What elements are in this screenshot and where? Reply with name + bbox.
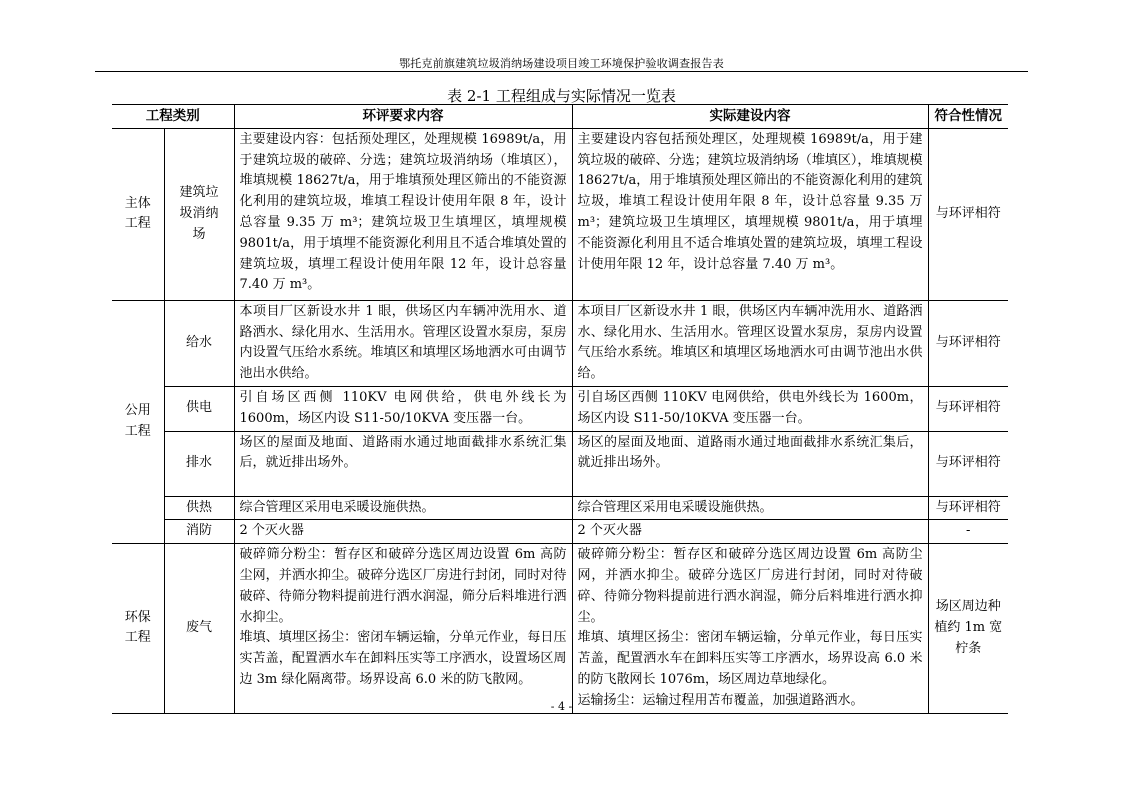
required-content: 主要建设内容：包括预处理区，处理规模 16989t/a，用于建筑垃圾的破碎、分选；建筑垃圾消纳场（堆填区），堆填规模 18627t/a，用于堆填预处理区筛出的不能资源化利用的建筑垃圾，堆填工程设计使用年限 8 年，设计总容量 9.35 万 m³；建筑垃圾卫生填埋区，填埋规模 9801t/a，用于填埋不能资源化利用且不适合堆填处置的建筑垃圾，填埋工程设计使用年限 12 年，设计总容量 7.40 万 m³。	[234, 128, 572, 300]
table-row	[112, 386, 1008, 431]
sub-category: 供电	[164, 386, 234, 431]
required-content: 破碎筛分粉尘：暂存区和破碎分选区周边设置 6m 高防尘网，并洒水抑尘。破碎分选区厂房进行封闭，同时对待破碎、待筛分物料提前进行洒水润湿，筛分后料堆进行洒水抑尘。 堆填、填埋区扬尘：密闭车辆运输，分单元作业，每日压实苫盖，配置洒水车在卸料压实等工序洒水，设置场区周边 3m 绿化隔离带。场界设高 6.0 米的防飞散网。	[234, 544, 572, 713]
col-header-required: 环评要求内容	[234, 105, 572, 129]
compliance-status: 场区周边种 植约 1m 宽 柠条	[928, 544, 1008, 713]
compliance-status: 与环评相符	[928, 300, 1008, 386]
actual-content: 引自场区西侧 110KV 电网供给，供电外线长为 1600m，场区内设 S11-50/10KVA 变压器一台。	[572, 386, 928, 431]
actual-content: 破碎筛分粉尘：暂存区和破碎分选区周边设置 6m 高防尘网，并洒水抑尘。破碎分选区厂房进行封闭，同时对待破碎、待筛分物料提前进行洒水润湿，筛分后料堆进行洒水抑尘。 堆填、填埋区扬尘：密闭车辆运输，分单元作业，每日压实苫盖，配置洒水车在卸料压实等工序洒水，场界设高 6.0 米的防飞散网长 1076m，场区周边草地绿化。 运输扬尘：运输过程用苫布覆盖，加强道路洒水。	[572, 544, 928, 713]
col-header-compliance: 符合性情况	[928, 105, 1008, 129]
actual-content: 本项目厂区新设水井 1 眼，供场区内车辆冲洗用水、道路洒水、绿化用水、生活用水。管理区设置水泵房，泵房内设置气压给水系统。堆填区和填埋区场地洒水可由调节池出水供给。	[572, 300, 928, 386]
table-row	[112, 496, 1008, 520]
required-content: 2 个灭火器	[234, 520, 572, 544]
table-row	[112, 128, 1008, 300]
col-header-category: 工程类别	[112, 105, 234, 129]
required-content: 本项目厂区新设水井 1 眼，供场区内车辆冲洗用水、道路洒水、绿化用水、生活用水。管理区设置水泵房，泵房内设置气压给水系统。堆填区和填埋区场地洒水可由调节池出水供给。	[234, 300, 572, 386]
required-content: 引自场区西侧 110KV 电网供给，供电外线长为 1600m，场区内设 S11-50/10KVA 变压器一台。	[234, 386, 572, 431]
header-rule	[95, 71, 1028, 72]
table-row	[112, 544, 1008, 713]
actual-content: 综合管理区采用电采暖设施供热。	[572, 496, 928, 520]
required-content: 综合管理区采用电采暖设施供热。	[234, 496, 572, 520]
actual-content: 场区的屋面及地面、道路雨水通过地面截排水系统汇集后，就近排出场外。	[572, 431, 928, 496]
sub-category: 给水	[164, 300, 234, 386]
compliance-status: 与环评相符	[928, 128, 1008, 300]
table-header-row	[112, 105, 1008, 129]
compliance-status: 与环评相符	[928, 496, 1008, 520]
sub-category: 排水	[164, 431, 234, 496]
group-main-project: 主体 工程	[112, 128, 164, 300]
col-header-actual: 实际建设内容	[572, 105, 928, 129]
sub-category: 消防	[164, 520, 234, 544]
compliance-status: 与环评相符	[928, 431, 1008, 496]
actual-content: 主要建设内容包括预处理区，处理规模 16989t/a，用于建筑垃圾的破碎、分选；建筑垃圾消纳场（堆填区），堆填规模 18627t/a，用于堆填预处理区筛出的不能资源化利用的建筑垃圾，堆填工程设计使用年限 8 年，设计总容量 9.35 万 m³；建筑垃圾卫生填埋区，填埋规模 9801t/a，用于填埋不能资源化利用且不适合堆填处置的建筑垃圾，填埋工程设计使用年限 12 年，设计总容量 7.40 万 m³。	[572, 128, 928, 300]
required-content: 场区的屋面及地面、道路雨水通过地面截排水系统汇集后，就近排出场外。	[234, 431, 572, 496]
report-header: 鄂托克前旗建筑垃圾消纳场建设项目竣工环境保护验收调查报告表	[399, 57, 724, 70]
sub-category: 供热	[164, 496, 234, 520]
group-environmental-project: 环保 工程	[112, 544, 164, 713]
table-row	[112, 431, 1008, 496]
compliance-status: 与环评相符	[928, 386, 1008, 431]
sub-category: 建筑垃 圾消纳 场	[164, 128, 234, 300]
project-composition-table	[112, 104, 1008, 714]
table-caption: 表 2-1 工程组成与实际情况一览表	[447, 87, 676, 105]
group-utility-project: 公用 工程	[112, 300, 164, 543]
compliance-status: -	[928, 520, 1008, 544]
actual-content: 2 个灭火器	[572, 520, 928, 544]
sub-category: 废气	[164, 544, 234, 713]
page-number: - 4 -	[550, 700, 573, 713]
table-row	[112, 520, 1008, 544]
table-row	[112, 300, 1008, 386]
